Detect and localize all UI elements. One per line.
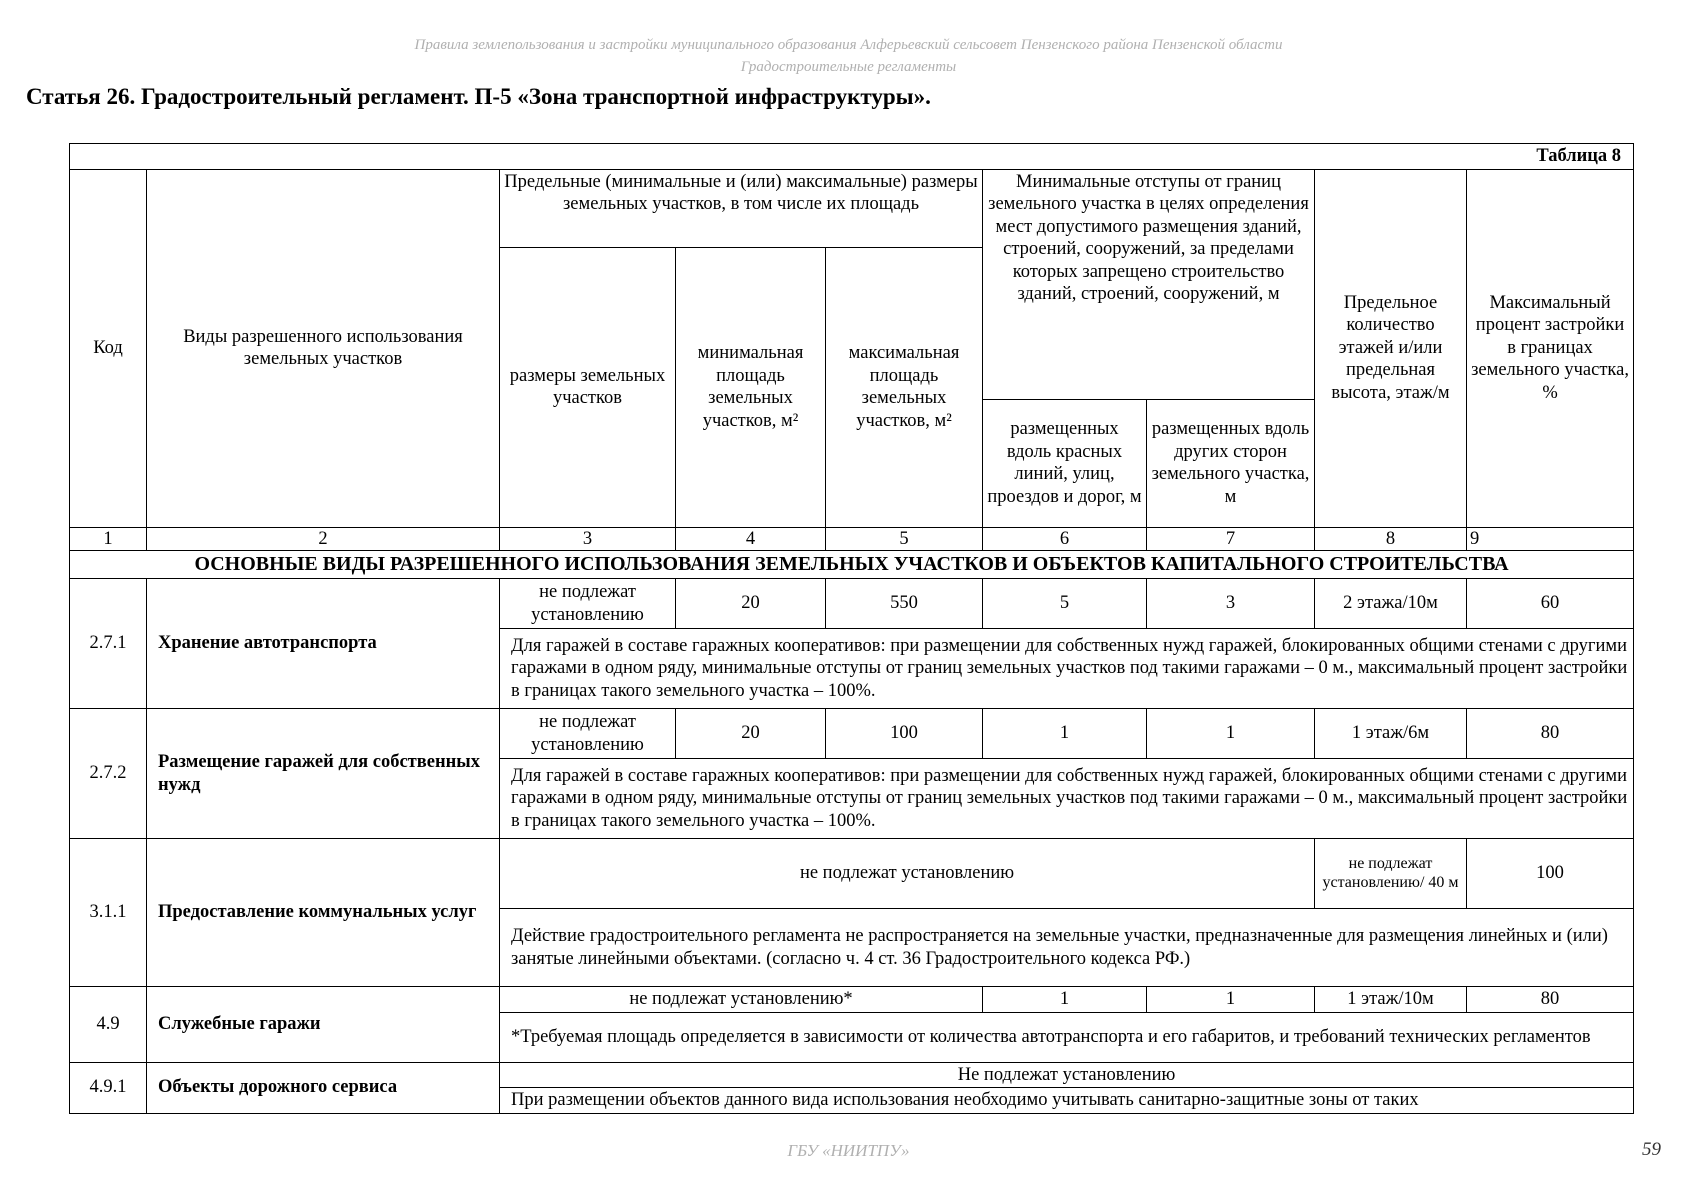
row-offset-other: 1	[1147, 987, 1315, 1013]
row-floors: 2 этажа/10м	[1315, 579, 1467, 629]
row-max-area: 100	[826, 709, 983, 759]
header-offset-group: Минимальные отступы от границ земельного участка в целях определения мест допустимого размещения зданий, строений, сооружений, за пределами которых запрещено строительство зданий, строений, сооружений, м	[983, 169, 1315, 399]
table-row	[70, 1062, 1634, 1088]
col-number-1: 1	[70, 527, 147, 551]
header-offset-other: размещенных вдоль других сторон земельного участка, м	[1147, 399, 1315, 527]
header-code: Код	[70, 169, 147, 527]
table-caption: Таблица 8	[70, 144, 1634, 170]
footer-organization: ГБУ «НИИТПУ»	[787, 1141, 910, 1160]
row-use-name: Предоставление коммунальных услуг	[147, 839, 500, 987]
row-code: 4.9	[70, 987, 147, 1063]
col-number-9: 9	[1467, 527, 1634, 551]
col-number-3: 3	[500, 527, 676, 551]
col-number-7: 7	[1147, 527, 1315, 551]
row-min-area: 20	[676, 709, 826, 759]
header-max-percent: Максимальный процент застройки в границах земельного участка, %	[1467, 169, 1634, 527]
row-note: *Требуемая площадь определяется в зависимости от количества автотранспорта и его габаритов, и требований технических регламентов	[500, 1012, 1634, 1062]
row-floors: не подлежат установлению/ 40 м	[1315, 839, 1467, 909]
table-row	[70, 709, 1634, 759]
article-title: Статья 26. Градостроительный регламент. П-5 «Зона транспортной инфраструктуры».	[26, 84, 931, 109]
row-use-name: Размещение гаражей для собственных нужд	[147, 709, 500, 839]
header-max-area: максимальная площадь земельных участков, м²	[826, 247, 983, 527]
row-code: 4.9.1	[70, 1062, 147, 1113]
row-offset-red: 1	[983, 709, 1147, 759]
row-percent: 60	[1467, 579, 1634, 629]
section-title: ОСНОВНЫЕ ВИДЫ РАЗРЕШЕННОГО ИСПОЛЬЗОВАНИЯ ЗЕМЕЛЬНЫХ УЧАСТКОВ И ОБЪЕКТОВ КАПИТАЛЬНОГО СТРОИТЕЛЬСТВА	[70, 551, 1634, 579]
row-offset-red: 5	[983, 579, 1147, 629]
row-code: 2.7.1	[70, 579, 147, 709]
header-size-group: Предельные (минимальные и (или) максимальные) размеры земельных участков, в том числе их площадь	[500, 169, 983, 247]
row-code: 2.7.2	[70, 709, 147, 839]
row-use-name: Служебные гаражи	[147, 987, 500, 1063]
table-row	[70, 579, 1634, 629]
row-merged-values: Не подлежат установлению	[500, 1062, 1634, 1088]
col-number-2: 2	[147, 527, 500, 551]
row-floors: 1 этаж/10м	[1315, 987, 1467, 1013]
row-use-name: Объекты дорожного сервиса	[147, 1062, 500, 1113]
header-floors: Предельное количество этажей и/или предельная высота, этаж/м	[1315, 169, 1467, 527]
row-floors: 1 этаж/6м	[1315, 709, 1467, 759]
col-number-6: 6	[983, 527, 1147, 551]
row-offset-other: 1	[1147, 709, 1315, 759]
row-merged-values: не подлежат установлению	[500, 839, 1315, 909]
row-max-area: 550	[826, 579, 983, 629]
col-number-4: 4	[676, 527, 826, 551]
row-note: Для гаражей в составе гаражных кооперативов: при размещении для собственных нужд гаражей, блокированных общими стенами с другими гаражами в одном ряду, минимальные отступы от границ земельных участков под такими гаражами – 0 м., максимальный процент застройки в границах такого земельного участка – 100%.	[500, 629, 1634, 709]
header-offset-red: размещенных вдоль красных линий, улиц, проездов и дорог, м	[983, 399, 1147, 527]
table-row	[70, 987, 1634, 1013]
col-number-8: 8	[1315, 527, 1467, 551]
regulation-table	[69, 143, 1634, 1114]
header-min-area: минимальная площадь земельных участков, м²	[676, 247, 826, 527]
header-use: Виды разрешенного использования земельных участков	[147, 169, 500, 527]
col-number-5: 5	[826, 527, 983, 551]
row-percent: 80	[1467, 987, 1634, 1013]
table-row	[70, 839, 1634, 909]
row-note: Действие градостроительного регламента не распространяется на земельные участки, предназначенные для размещения линейных и (или) занятые линейными объектами. (согласно ч. 4 ст. 36 Градостроительного кодекса РФ.)	[500, 909, 1634, 987]
row-percent: 80	[1467, 709, 1634, 759]
running-header-line2: Градостроительные регламенты	[740, 59, 957, 75]
row-note: Для гаражей в составе гаражных кооперативов: при размещении для собственных нужд гаражей, блокированных общими стенами с другими гаражами в одном ряду, минимальные отступы от границ земельных участков под такими гаражами – 0 м., максимальный процент застройки в границах такого земельного участка – 100%.	[500, 759, 1634, 839]
row-size: не подлежат установлению	[500, 709, 676, 759]
page-number: 59	[1642, 1139, 1661, 1160]
running-header-line1: Правила землепользования и застройки муниципального образования Алферьевский сельсовет Пензенского района Пензенской области	[414, 37, 1283, 53]
row-offset-red: 1	[983, 987, 1147, 1013]
row-use-name: Хранение автотранспорта	[147, 579, 500, 709]
row-merged-values: не подлежат установлению*	[500, 987, 983, 1013]
row-size: не подлежат установлению	[500, 579, 676, 629]
row-code: 3.1.1	[70, 839, 147, 987]
row-note: При размещении объектов данного вида использования необходимо учитывать санитарно-защитные зоны от таких	[500, 1088, 1634, 1114]
row-min-area: 20	[676, 579, 826, 629]
row-offset-other: 3	[1147, 579, 1315, 629]
row-percent: 100	[1467, 839, 1634, 909]
header-size: размеры земельных участков	[500, 247, 676, 527]
